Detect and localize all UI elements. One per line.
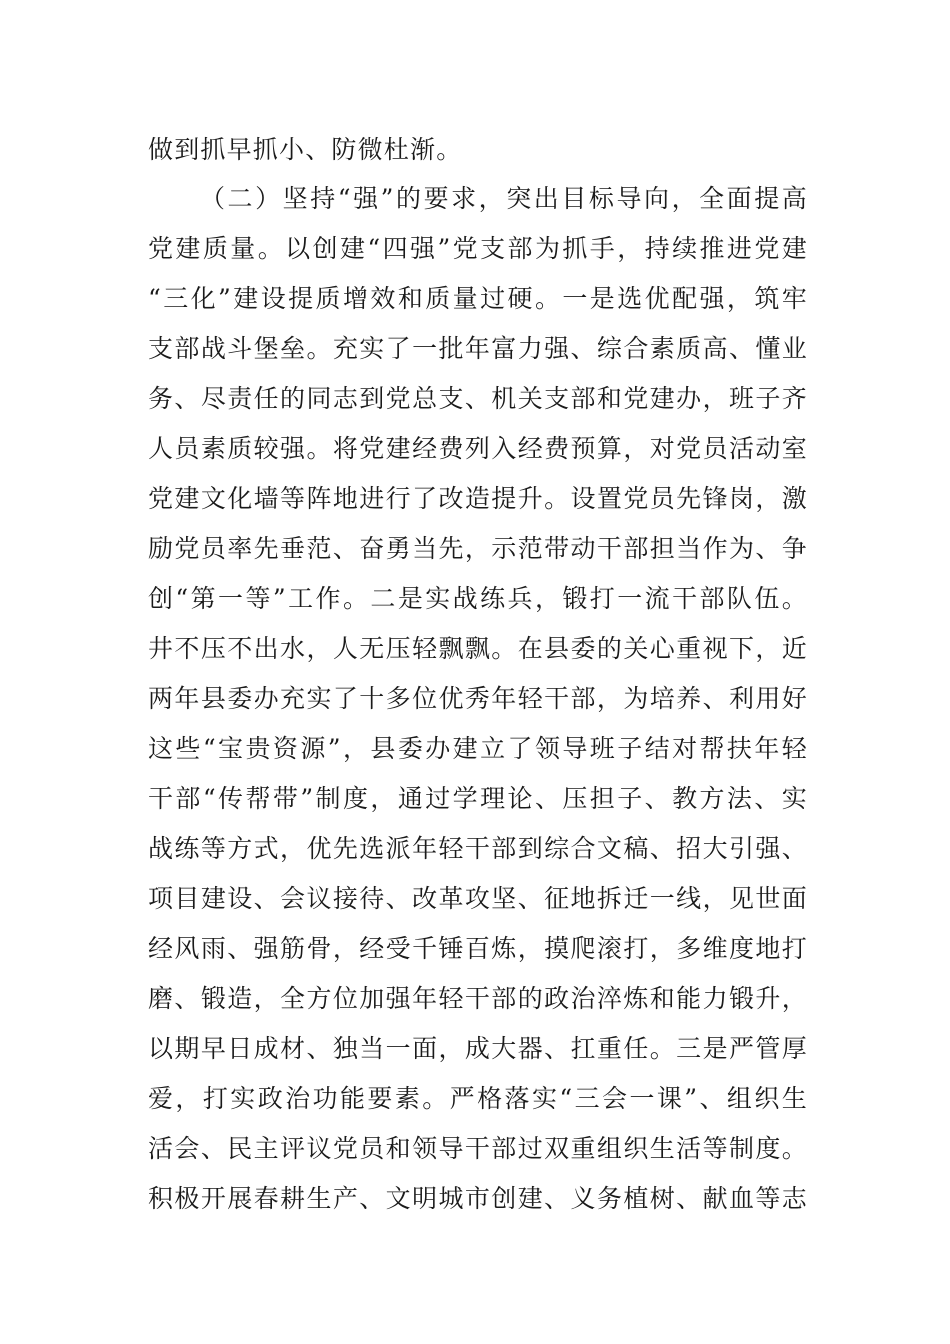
text-line-15: 战练等方式，优先选派年轻干部到综合文稿、招大引强、 (148, 834, 808, 863)
text-line-4: “三化”建设提质增效和质量过硬。一是选优配强，筑牢 (148, 284, 808, 313)
text-line-5: 支部战斗堡垒。充实了一批年富力强、综合素质高、懂业 (148, 334, 808, 363)
text-line-22: 积极开展春耕生产、文明城市创建、义务植树、献血等志 (148, 1184, 808, 1213)
text-line-20: 爱，打实政治功能要素。严格落实“三会一课”、组织生 (148, 1084, 808, 1113)
text-line-14: 干部“传帮带”制度，通过学理论、压担子、教方法、实 (148, 784, 808, 813)
text-line-18: 磨、锻造，全方位加强年轻干部的政治淬炼和能力锻升， (148, 984, 808, 1013)
text-line-12: 两年县委办充实了十多位优秀年轻干部，为培养、利用好 (148, 684, 808, 713)
text-line-2: （二）坚持“强”的要求，突出目标导向，全面提高 (200, 184, 808, 213)
text-line-16: 项目建设、会议接待、改革攻坚、征地拆迁一线，见世面 (148, 884, 808, 913)
text-line-11: 井不压不出水，人无压轻飘飘。在县委的关心重视下，近 (148, 634, 808, 663)
text-line-7: 人员素质较强。将党建经费列入经费预算，对党员活动室 (148, 434, 808, 463)
text-line-9: 励党员率先垂范、奋勇当先，示范带动干部担当作为、争 (148, 534, 808, 563)
text-line-6: 务、尽责任的同志到党总支、机关支部和党建办，班子齐 (148, 384, 808, 413)
text-line-13: 这些“宝贵资源”，县委办建立了领导班子结对帮扶年轻 (148, 734, 808, 763)
text-line-3: 党建质量。以创建“四强”党支部为抓手，持续推进党建 (148, 234, 808, 263)
text-line-17: 经风雨、强筋骨，经受千锤百炼，摸爬滚打，多维度地打 (148, 934, 808, 963)
text-line-8: 党建文化墙等阵地进行了改造提升。设置党员先锋岗，激 (148, 484, 808, 513)
text-line-21: 活会、民主评议党员和领导干部过双重组织生活等制度。 (148, 1134, 808, 1163)
text-line-10: 创“第一等”工作。二是实战练兵，锻打一流干部队伍。 (148, 584, 808, 613)
text-line-19: 以期早日成材、独当一面，成大器、扛重任。三是严管厚 (148, 1034, 808, 1063)
text-line-1: 做到抓早抓小、防微杜渐。 (148, 135, 463, 164)
